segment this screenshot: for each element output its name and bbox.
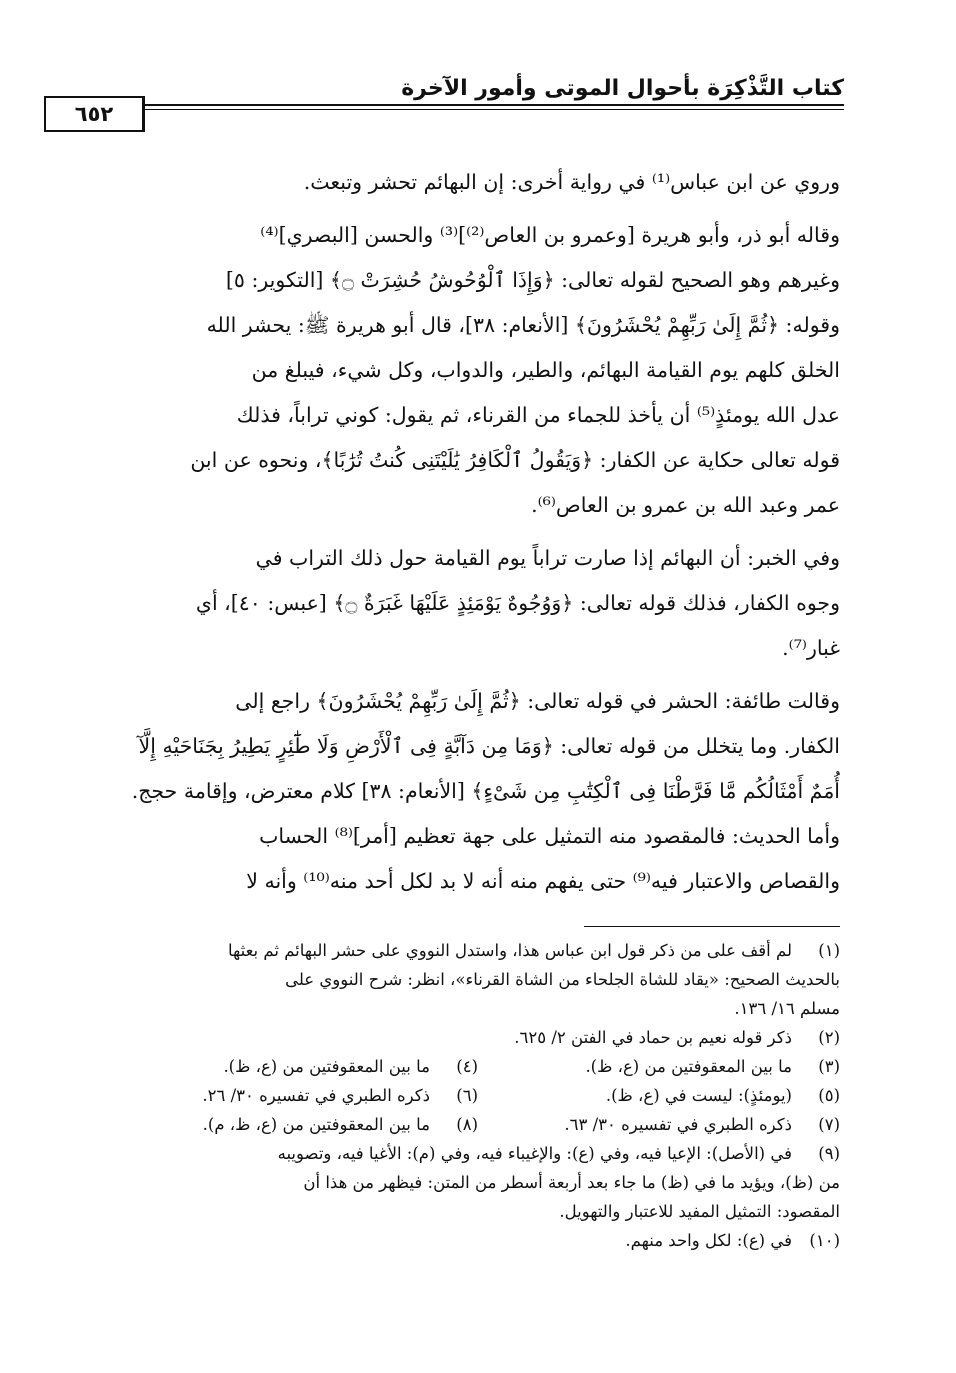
footnote-8 [116, 1110, 478, 1139]
footnote-pair-5-6 [116, 1081, 840, 1110]
page-number: ٦٥٢ [44, 96, 144, 132]
text-line: وأما الحديث: فالمقصود منه التمثيل على جهة تعظيم [أمر]⁽⁸⁾ الحساب [259, 824, 840, 848]
text-line: وقوله: ﴿ثُمَّ إِلَىٰ رَبِّهِمْ يُحْشَرُونَ﴾ [الأنعام: ٣٨]، قال أبو هريرة ﷺ: يحشر الله [206, 313, 840, 337]
text-line: وقاله أبو ذر، وأبو هريرة [وعمرو بن العاص⁽²⁾]⁽³⁾ والحسن [البصري]⁽⁴⁾ [260, 223, 840, 247]
footnote-line: لم أقف على من ذكر قول ابن عباس هذا، واستدل النووي على حشر البهائم ثم بعثها [227, 941, 792, 960]
text-line: عدل الله يومئذٍ⁽⁵⁾ أن يأخذ للجماء من القرناء، ثم يقول: كوني تراباً، فذلك [236, 403, 840, 427]
footnote-text: ما بين المعقوفتين من (ع، ظ، م). [202, 1115, 430, 1134]
paragraph-1 [116, 160, 840, 205]
footnote-9 [116, 1139, 840, 1168]
footnote-line: مسلم ١٦/ ١٣٦. [734, 999, 840, 1018]
paragraph-2 [116, 213, 840, 528]
text-line: وغيرهم وهو الصحيح لقوله تعالى: ﴿وَإِذَا ٱلْوُحُوشُ حُشِرَتْ ۝﴾ [التكوير: ٥] [225, 268, 840, 292]
text-line: غبار⁽⁷⁾. [782, 636, 840, 660]
footnotes [116, 936, 840, 1255]
text-line: قوله تعالى حكاية عن الكفار: ﴿وَيَقُولُ ٱلْكَافِرُ يَٰلَيْتَنِى كُنتُ تُرَٰبًا﴾، ونحوه عن ابن [190, 448, 840, 472]
footnote-text: ما بين المعقوفتين من (ع، ظ). [585, 1057, 792, 1076]
footnote-number: (٢) [818, 1028, 840, 1047]
running-header-title: كتاب التَّذْكِرَة بأحوال الموتى وأمور الآخرة [401, 76, 844, 101]
main-text [116, 160, 840, 912]
footnote-separator [584, 926, 840, 927]
text-line: عمر وعبد الله بن عمرو بن العاص⁽⁶⁾. [531, 493, 840, 517]
footnote-10 [116, 1226, 840, 1255]
footnote-5 [478, 1081, 840, 1110]
footnote-number: (٣) [818, 1057, 840, 1076]
footnote-4 [116, 1052, 478, 1081]
footnote-7 [478, 1110, 840, 1139]
footnote-3 [478, 1052, 840, 1081]
footnote-number: (٦) [456, 1086, 478, 1105]
footnote-6 [116, 1081, 478, 1110]
text-line: الخلق كلهم يوم القيامة البهائم، والطير، والدواب، وكل شيء، فيبلغ من [251, 358, 840, 382]
footnote-number: (١٠) [809, 1231, 840, 1250]
footnote-line: المقصود: التمثيل المفيد للاعتبار والتهويل. [559, 1202, 840, 1221]
text-line: وفي الخبر: أن البهائم إذا صارت تراباً يوم القيامة حول ذلك التراب في [255, 546, 840, 570]
footnote-number: (٧) [818, 1115, 840, 1134]
text-line: أُمَمٌ أَمْثَالُكُم مَّا فَرَّطْنَا فِى ٱلْكِتَٰبِ مِن شَىْءٍ﴾ [الأنعام: ٣٨] كلام معترض، وإقامة حجج. [131, 779, 840, 803]
text-line: الكفار. وما يتخلل من قوله تعالى: ﴿وَمَا مِن دَآبَّةٍ فِى ٱلْأَرْضِ وَلَا طَٰٓئِرٍ يَطِيرُ بِجَنَاحَيْهِ إِلَّآ [138, 734, 840, 758]
footnote-text: ذكره الطبري في تفسيره ٣٠/ ٢٦. [202, 1086, 430, 1105]
paragraph-4 [116, 679, 840, 904]
footnote-text: (يومئذٍ): ليست في (ع، ظ). [605, 1086, 792, 1105]
text-line: والقصاص والاعتبار فيه⁽⁹⁾ حتى يفهم منه أنه لا بد لكل أحد منه⁽¹⁰⁾ وأنه لا [246, 869, 840, 893]
footnote-number: (٤) [456, 1057, 478, 1076]
footnote-2 [116, 1023, 840, 1052]
footnote-pair-7-8 [116, 1110, 840, 1139]
footnote-text: ذكر قوله نعيم بن حماد في الفتن ٢/ ٦٢٥. [514, 1028, 792, 1047]
paragraph-3 [116, 536, 840, 671]
text-line: وقالت طائفة: الحشر في قوله تعالى: ﴿ثُمَّ إِلَىٰ رَبِّهِمْ يُحْشَرُونَ﴾ راجع إلى [235, 689, 840, 713]
footnote-number: (٨) [456, 1115, 478, 1134]
footnote-number: (٥) [818, 1086, 840, 1105]
footnote-text: في (ع): لكل واحد منهم. [625, 1231, 792, 1250]
text-line: وروي عن ابن عباس⁽¹⁾ في رواية أخرى: إن البهائم تحشر وتبعث. [303, 170, 840, 194]
footnote-line: في (الأصل): الإعيا فيه، وفي (ع): والإغيباء فيه، وفي (م): الأغيا فيه، وتصويبه [277, 1144, 792, 1163]
footnote-number: (١) [818, 941, 840, 960]
footnote-9-cont [116, 1168, 840, 1226]
footnote-text: ذكره الطبري في تفسيره ٣٠/ ٦٣. [564, 1115, 792, 1134]
footnote-pair-3-4 [116, 1052, 840, 1081]
text-line: وجوه الكفار، فذلك قوله تعالى: ﴿وَوُجُوهٌ يَوْمَئِذٍ عَلَيْهَا غَبَرَةٌ ۝﴾ [عبس: ٤٠]، أي [195, 591, 840, 615]
footnote-1 [116, 936, 840, 965]
footnote-1-cont [116, 965, 840, 1023]
header-rule [88, 104, 844, 110]
footnote-line: من (ظ)، ويؤيد ما في (ظ) ما جاء بعد أربعة أسطر من المتن: فيظهر من هذا أن [303, 1173, 840, 1192]
footnote-text: ما بين المعقوفتين من (ع، ظ). [223, 1057, 430, 1076]
footnote-number: (٩) [818, 1144, 840, 1163]
footnote-line: بالحديث الصحيح: «يقاد للشاة الجلحاء من الشاة القرناء»، انظر: شرح النووي على [285, 970, 840, 989]
